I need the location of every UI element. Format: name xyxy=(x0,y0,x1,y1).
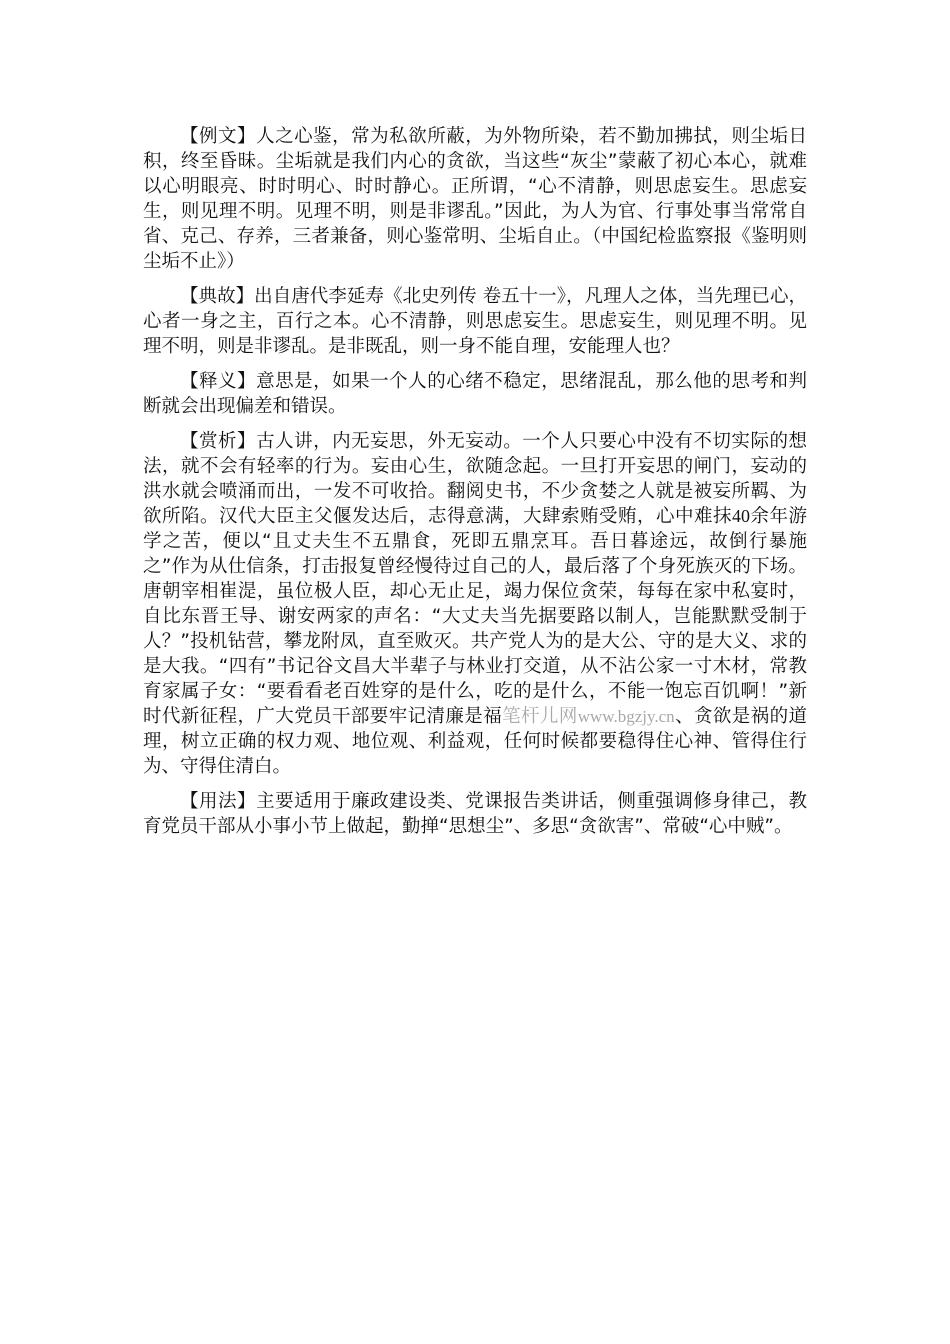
allusion-text: 出自唐代李延寿《北史列传 卷五十一》，凡理人之体，当先理已心，心者一身之主，百行之本。心不清静，则思虑妄生。思虑妄生，则见理不明。见理不明，则是非谬乱。是非既乱，则一身不能自理，安能理人也？ xyxy=(143,286,807,357)
example-paragraph xyxy=(143,124,807,274)
meaning-paragraph xyxy=(143,369,807,419)
analysis-text-part3: 、贪欲是祸的道理，树立正确的权力观、地位观、利益观，任何时候都要稳得住心神、管得住行为、守得住清白。 xyxy=(143,706,807,777)
watermark-text: 笔杆儿网 xyxy=(502,706,578,727)
example-text: 人之心鉴，常为私欲所蔽，为外物所染，若不勤加拂拭，则尘垢日积，终至昏昧。尘垢就是我们内心的贪欲，当这些“灰尘”蒙蔽了初心本心，就难以心明眼亮、时时明心、时时静心。正所谓，“心不清静，则思虑妄生。思虑妄生，则见理不明。见理不明，则是非谬乱。”因此，为人为官、行事处事当常常自省、克己、存养，三者兼备，则心鉴常明、尘垢自止。（中国纪检监察报《鉴明则尘垢不止》） xyxy=(143,126,807,272)
analysis-number: 40 xyxy=(731,506,750,526)
meaning-text: 意思是，如果一个人的心绪不稳定，思绪混乱，那么他的思考和判断就会出现偏差和错误。 xyxy=(143,371,807,417)
analysis-paragraph xyxy=(143,429,807,779)
analysis-text-part1: 古人讲，内无妄思，外无妄动。一个人只要心中没有不切实际的想法，就不会有轻率的行为。妄由心生，欲随念起。一旦打开妄思的闸门，妄动的洪水就会喷涌而出，一发不可收拾。翻阅史书，不少贪婪之人就是被妄所羁、为欲所陷。汉代大臣主父偃发达后，志得意满，大肆索贿受贿，心中难抹 xyxy=(143,431,807,527)
usage-label: 【用法】 xyxy=(180,791,257,812)
usage-text: 主要适用于廉政建设类、党课报告类讲话，侧重强调修身律己，教育党员干部从小事小节上做起，勤掸“思想尘”、多思“贪欲害”、常破“心中贼”。 xyxy=(143,791,807,837)
usage-paragraph xyxy=(143,789,807,839)
document-page xyxy=(143,124,807,849)
analysis-label: 【赏析】 xyxy=(180,431,257,452)
example-label: 【例文】 xyxy=(180,126,257,147)
watermark-url: www.bgzjy.cn xyxy=(577,707,675,726)
allusion-paragraph xyxy=(143,284,807,359)
allusion-label: 【典故】 xyxy=(180,286,255,307)
meaning-label: 【释义】 xyxy=(180,371,257,392)
analysis-text-part2: 余年游学之苦，便以“且丈夫生不五鼎食，死即五鼎烹耳。吾日暮途远，故倒行暴施之”作为从仕信条，打击报复曾经慢待过自己的人，最后落了个身死族灭的下场。唐朝宰相崔湜，虽位极人臣，却心无止足，竭力保位贪荣，每每在家中私宴时，自比东晋王导、谢安两家的声名：“大丈夫当先据要路以制人，岂能默默受制于人？”投机钻营，攀龙附凤，直至败灭。共产党人为的是大公、守的是大义、求的是大我。“四有”书记谷文昌大半辈子与林业打交道，从不沾公家一寸木材，常教育家属子女：“要看看老百姓穿的是什么，吃的是什么，不能一饱忘百饥啊！”新时代新征程，广大党员干部要牢记清廉是福 xyxy=(143,506,807,727)
